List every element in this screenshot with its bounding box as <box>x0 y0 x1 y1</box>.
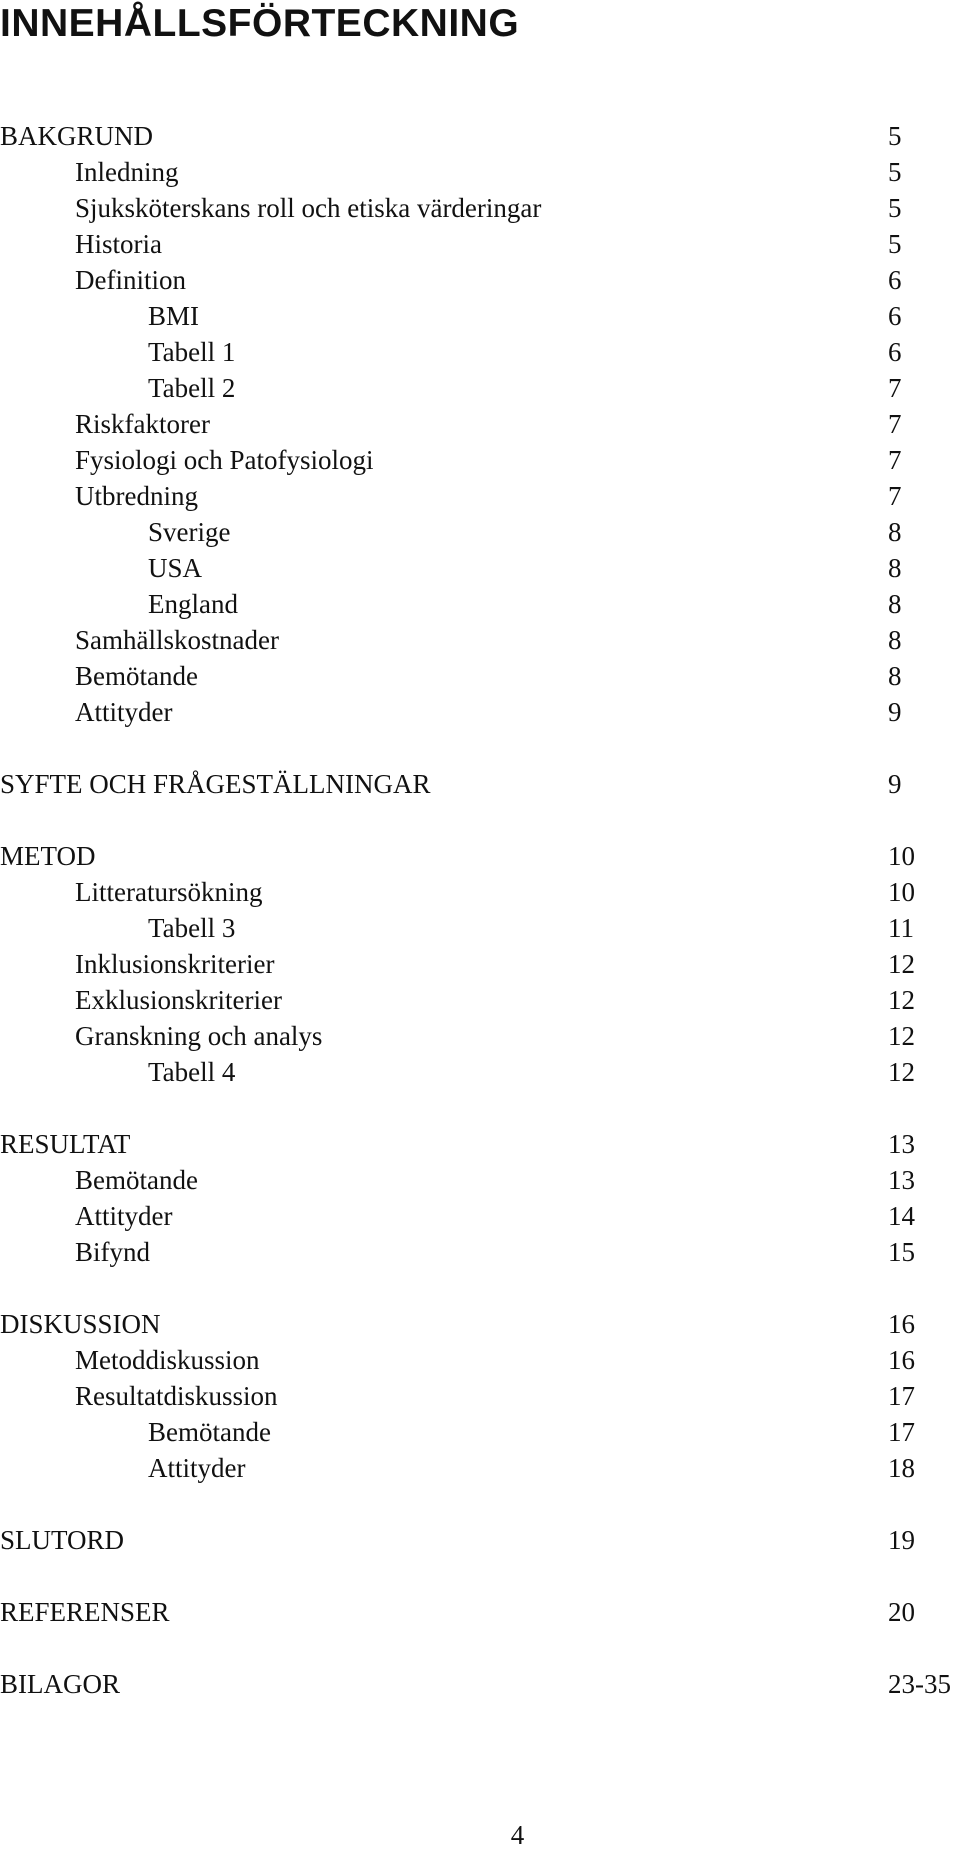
toc-subentry <box>0 190 960 226</box>
toc-entry-page: 12 <box>888 1021 915 1051</box>
toc-entry-page: 8 <box>888 625 902 655</box>
toc-entry-title: Resultatdiskussion <box>75 1381 278 1411</box>
toc-entry-page: 6 <box>888 265 902 295</box>
toc-subentry <box>0 1450 960 1486</box>
toc-entry-title: SYFTE OCH FRÅGESTÄLLNINGAR <box>0 769 431 799</box>
toc-subentry <box>0 622 960 658</box>
toc-entry-page: 18 <box>888 1453 915 1483</box>
toc-entry-page: 7 <box>888 373 902 403</box>
toc-entry-page: 8 <box>888 589 902 619</box>
toc-section-entry <box>0 1666 960 1702</box>
toc-subentry <box>0 874 960 910</box>
toc-entry-title: Inklusionskriterier <box>75 949 275 979</box>
toc-entry-title: Bemötande <box>75 1165 198 1195</box>
toc-entry-title: REFERENSER <box>0 1597 170 1627</box>
toc-section-entry <box>0 766 960 802</box>
toc-subentry <box>0 442 960 478</box>
toc-entry-title: Exklusionskriterier <box>75 985 282 1015</box>
toc-entry-page: 12 <box>888 985 915 1015</box>
toc-entry-page: 8 <box>888 517 902 547</box>
toc-entry-title: METOD <box>0 841 96 871</box>
toc-entry-page: 5 <box>888 121 902 151</box>
toc-subentry <box>0 370 960 406</box>
toc-entry-title: Riskfaktorer <box>75 409 210 439</box>
toc-entry-title: SLUTORD <box>0 1525 125 1555</box>
toc-entry-page: 5 <box>888 229 902 259</box>
toc-entry-title: Tabell 4 <box>148 1057 236 1087</box>
toc-entry-page: 16 <box>888 1309 915 1339</box>
toc-entry-title: Attityder <box>75 697 173 727</box>
toc-entry-title: Sjuksköterskans roll och etiska värderingar <box>75 193 542 223</box>
toc-entry-title: RESULTAT <box>0 1129 131 1159</box>
toc-subentry <box>0 658 960 694</box>
toc-entry-title: Inledning <box>75 157 179 187</box>
toc-entry-page: 9 <box>888 697 902 727</box>
toc-subentry <box>0 1054 960 1090</box>
toc-subentry <box>0 1198 960 1234</box>
toc-section-entry <box>0 1306 960 1342</box>
toc-subentry <box>0 514 960 550</box>
toc-entry-title: Granskning och analys <box>75 1021 323 1051</box>
toc-subentry <box>0 1162 960 1198</box>
toc-entry-page: 13 <box>888 1129 915 1159</box>
toc-entry-page: 9 <box>888 769 902 799</box>
toc-entry-title: BMI <box>148 301 200 331</box>
toc-entry-page: 19 <box>888 1525 915 1555</box>
toc-subentry <box>0 694 960 730</box>
toc-entry-title: DISKUSSION <box>0 1309 161 1339</box>
toc-subentry <box>0 982 960 1018</box>
toc-heading: INNEHÅLLSFÖRTECKNING <box>0 2 520 45</box>
toc-entry-title: Definition <box>75 265 186 295</box>
toc-section-entry <box>0 118 960 154</box>
toc-entry-page: 8 <box>888 553 902 583</box>
toc-subentry <box>0 946 960 982</box>
toc-subentry <box>0 1234 960 1270</box>
toc-entry-title: England <box>148 589 238 619</box>
toc-subentry <box>0 226 960 262</box>
toc-entry-page: 12 <box>888 949 915 979</box>
toc-entry-page: 7 <box>888 409 902 439</box>
toc-entry-title: USA <box>148 553 203 583</box>
toc-entry-title: BAKGRUND <box>0 121 154 151</box>
toc-entry-title: Historia <box>75 229 162 259</box>
toc-entry-page: 8 <box>888 661 902 691</box>
toc-entry-title: Litteratursökning <box>75 877 263 907</box>
toc-entry-title: Attityder <box>148 1453 246 1483</box>
toc-entry-title: Fysiologi och Patofysiologi <box>75 445 374 475</box>
toc-subentry <box>0 1414 960 1450</box>
toc-section-entry <box>0 1522 960 1558</box>
toc-section-entry <box>0 1594 960 1630</box>
toc-subentry <box>0 334 960 370</box>
toc-subentry <box>0 298 960 334</box>
toc-entry-page: 12 <box>888 1057 915 1087</box>
toc-entry-title: Tabell 1 <box>148 337 236 367</box>
toc-subentry <box>0 1342 960 1378</box>
toc-entry-page: 6 <box>888 337 902 367</box>
toc-entry-title: Utbredning <box>75 481 198 511</box>
toc-entry-page: 10 <box>888 877 915 907</box>
toc-entry-title: Tabell 3 <box>148 913 236 943</box>
toc-entry-page: 13 <box>888 1165 915 1195</box>
toc-entry-title: Attityder <box>75 1201 173 1231</box>
toc-entry-page: 10 <box>888 841 915 871</box>
toc-entry-page: 7 <box>888 481 902 511</box>
toc-entry-title: BILAGOR <box>0 1669 120 1699</box>
toc-subentry <box>0 154 960 190</box>
toc-entry-title: Tabell 2 <box>148 373 236 403</box>
toc-entry-page: 11 <box>888 913 914 943</box>
toc-subentry <box>0 550 960 586</box>
toc-entry-title: Bemötande <box>148 1417 271 1447</box>
toc-entry-title: Metoddiskussion <box>75 1345 260 1375</box>
toc-entry-title: Samhällskostnader <box>75 625 279 655</box>
toc-section-entry <box>0 1126 960 1162</box>
toc-section-entry <box>0 838 960 874</box>
toc-entry-page: 14 <box>888 1201 915 1231</box>
toc-subentry <box>0 1378 960 1414</box>
toc-entry-title: Bifynd <box>75 1237 151 1267</box>
toc-entry-page: 17 <box>888 1417 915 1447</box>
toc-subentry <box>0 478 960 514</box>
toc-entry-page: 16 <box>888 1345 915 1375</box>
toc-entry-page: 20 <box>888 1597 915 1627</box>
toc-entry-page: 5 <box>888 157 902 187</box>
page-number: 4 <box>510 1820 525 1850</box>
toc-subentry <box>0 910 960 946</box>
toc-entry-title: Bemötande <box>75 661 198 691</box>
toc-subentry <box>0 586 960 622</box>
toc-entry-page: 7 <box>888 445 902 475</box>
toc-subentry <box>0 262 960 298</box>
toc-subentry <box>0 1018 960 1054</box>
toc-entry-page: 6 <box>888 301 902 331</box>
toc-subentry <box>0 406 960 442</box>
toc-entry-page: 17 <box>888 1381 915 1411</box>
toc-entry-page: 23-35 <box>888 1669 951 1699</box>
toc-entry-page: 5 <box>888 193 902 223</box>
table-of-contents <box>0 118 960 1702</box>
toc-entry-title: Sverige <box>148 517 231 547</box>
toc-entry-page: 15 <box>888 1237 915 1267</box>
